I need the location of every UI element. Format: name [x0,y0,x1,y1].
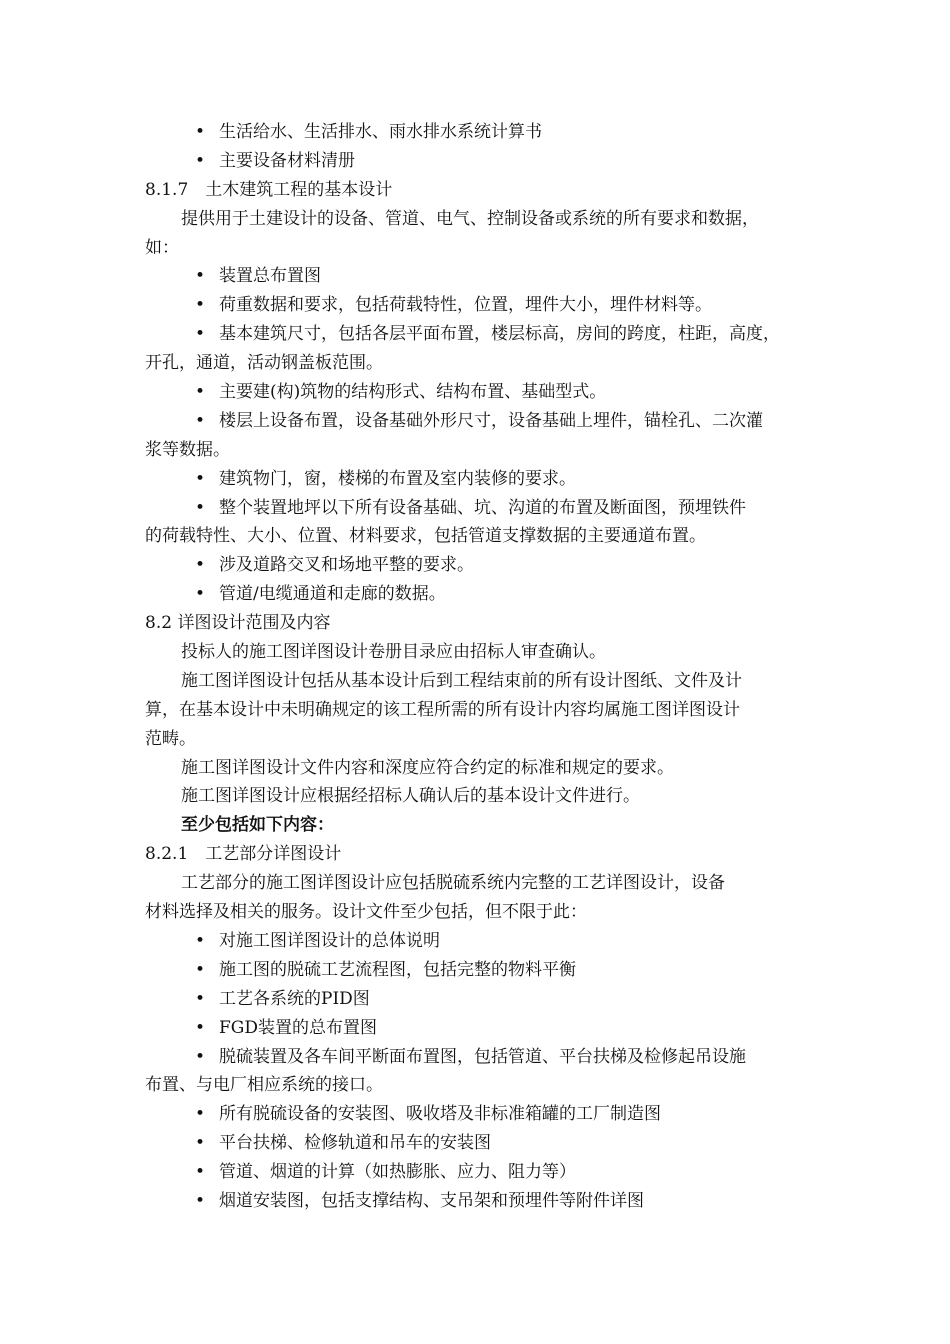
bullet-item [145,1129,815,1158]
bullet-text: 生活给水、生活排水、雨水排水系统计算书 [219,122,542,142]
bullet-text: 主要建(构)筑物的结构形式、结构布置、基础型式。 [219,382,607,403]
bullet-text: 整个装置地坪以下所有设备基础、坑、沟道的布置及断面图，预埋铁件 [219,497,746,518]
bullet-dot: • [195,382,206,403]
bullet-text: 烟道安装图，包括支撑结构、支吊架和预埋件等附件详图 [219,1190,644,1211]
bullet-dot: • [195,584,206,605]
bullet-item [145,147,815,176]
paragraph-line: 投标人的施工图详图设计卷册目录应由招标人审查确认。 [181,642,606,663]
bullet-text: 装置总布置图 [219,266,321,287]
bullet-dot: • [195,930,206,951]
bullet-dot: • [195,150,206,171]
bullet-text: 荷重数据和要求，包括荷载特性，位置，埋件大小，埋件材料等。 [219,295,712,316]
bullet-dot: • [195,324,206,345]
bullet-text: 对施工图详图设计的总体说明 [219,930,440,951]
bullet-item [145,1158,815,1187]
bullet-text: 主要设备材料清册 [219,150,355,171]
paragraph-line: 工艺部分的施工图详图设计应包括脱硫系统内完整的工艺详图设计，设备 [181,873,725,894]
paragraph-line: 提供用于土建设计的设备、管道、电气、控制设备或系统的所有要求和数据， [181,208,759,229]
bullet-item [145,320,815,349]
paragraph-continuation: 材料选择及相关的服务。设计文件至少包括，但不限于此： [145,902,587,923]
section-heading: 8.1.7 土木建筑工程的基本设计 [145,179,393,200]
bullet-item [145,1014,815,1043]
paragraph-line: 施工图详图设计应根据经招标人确认后的基本设计文件进行。 [181,786,640,807]
bullet-item [145,407,815,436]
bullet-text: 工艺各系统的PID图 [219,988,370,1009]
bullet-item [145,985,815,1014]
paragraph-continuation: 浆等数据。 [145,439,230,460]
section-heading: 8.2.1 工艺部分详图设计 [145,844,342,865]
bullet-item [145,927,815,956]
bullet-dot: • [195,1133,206,1154]
bullet-item [145,1100,815,1129]
bullet-text: 建筑物门，窗，楼梯的布置及室内装修的要求。 [219,468,576,489]
bullet-text: 脱硫装置及各车间平断面布置图，包括管道、平台扶梯及检修起吊设施 [219,1046,746,1067]
bullet-dot: • [195,1190,206,1211]
bullet-item [145,465,815,494]
bullet-dot: • [195,295,206,316]
bullet-item [145,580,815,609]
bullet-dot: • [195,410,206,431]
bullet-text: 基本建筑尺寸，包括各层平面布置，楼层标高，房间的跨度，柱距，高度， [219,324,780,345]
bullet-item [145,262,815,291]
paragraph-line: 施工图详图设计文件内容和深度应符合约定的标准和规定的要求。 [181,757,674,778]
bullet-dot: • [195,1104,206,1125]
bullet-text: 平台扶梯、检修轨道和吊车的安装图 [219,1133,491,1154]
bullet-dot: • [195,266,206,287]
bullet-item [145,551,815,580]
bullet-item [145,956,815,985]
document-body [145,118,815,1216]
paragraph-continuation: 范畴。 [145,728,196,749]
bullet-dot: • [195,988,206,1009]
bullet-item [145,494,815,523]
bullet-item [145,1043,815,1072]
section-heading: 8.2 详图设计范围及内容 [145,613,331,634]
bullet-text: 涉及道路交叉和场地平整的要求。 [219,555,474,576]
paragraph-line: 施工图详图设计包括从基本设计后到工程结束前的所有设计图纸、文件及计 [181,670,742,691]
paragraph-line-bold: 至少包括如下内容： [181,815,334,836]
paragraph-continuation: 算，在基本设计中未明确规定的该工程所需的所有设计内容均属施工图详图设计 [145,699,740,720]
bullet-item [145,291,815,320]
paragraph-continuation: 布置、与电厂相应系统的接口。 [145,1075,383,1096]
bullet-dot: • [195,555,206,576]
bullet-text: 管道/电缆通道和走廊的数据。 [219,584,446,605]
bullet-dot: • [195,1046,206,1067]
bullet-dot: • [195,959,206,980]
paragraph-continuation: 开孔，通道，活动钢盖板范围。 [145,353,383,374]
bullet-text: 楼层上设备布置，设备基础外形尺寸，设备基础上埋件，锚栓孔、二次灌 [219,410,763,431]
bullet-item [145,1187,815,1216]
bullet-text: FGD装置的总布置图 [219,1017,378,1038]
bullet-dot: • [195,1017,206,1038]
bullet-dot: • [195,122,206,142]
bullet-dot: • [195,497,206,518]
bullet-text: 施工图的脱硫工艺流程图，包括完整的物料平衡 [219,959,576,980]
bullet-item [145,118,815,147]
bullet-text: 所有脱硫设备的安装图、吸收塔及非标准箱罐的工厂制造图 [219,1104,661,1125]
bullet-dot: • [195,468,206,489]
bullet-item [145,378,815,407]
paragraph-continuation: 的荷载特性、大小、位置、材料要求，包括管道支撑数据的主要通道布置。 [145,526,706,547]
bullet-text: 管道、烟道的计算（如热膨胀、应力、阻力等） [219,1162,576,1183]
bullet-dot: • [195,1162,206,1183]
paragraph-continuation: 如： [145,237,179,258]
